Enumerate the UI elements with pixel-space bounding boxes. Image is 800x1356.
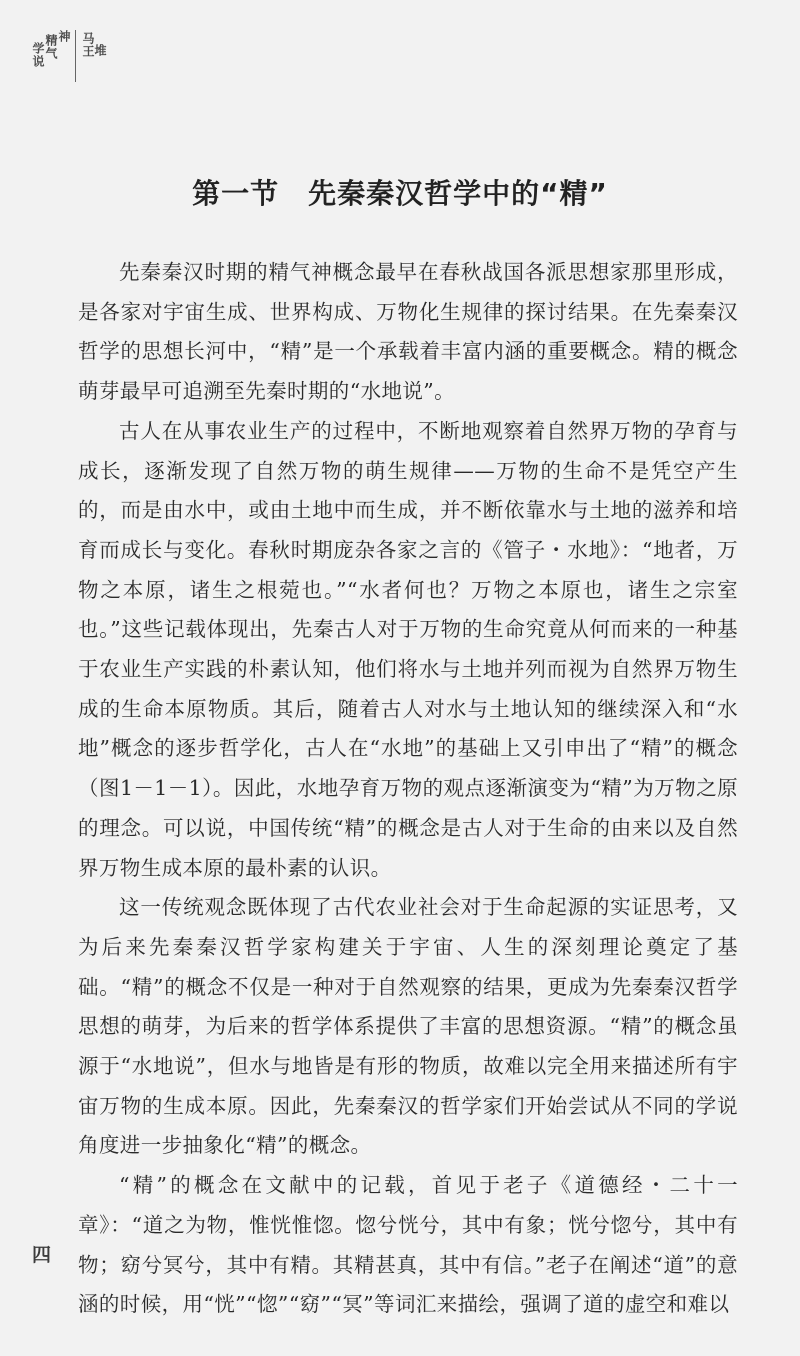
paragraph: 先秦秦汉时期的精气神概念最早在春秋战国各派思想家那里形成，是各家对宇宙生成、世界构成、万物化生规律的探讨结果。在先秦秦汉哲学的思想长河中，“精”是一个承载着丰富内涵的重要概念。精的概念萌芽最早可追溯至先秦时期的“水地说”。 bbox=[78, 260, 738, 404]
header-text-col: 堆 bbox=[93, 44, 107, 57]
running-header bbox=[32, 30, 106, 82]
body-text bbox=[78, 253, 738, 1325]
paragraph: “精”的概念在文献中的记载，首见于老子《道德经・二十一章》：“道之为物，惟恍惟惚。惚兮恍兮，其中有象；恍兮惚兮，其中有物；窈兮冥兮，其中有精。其精甚真，其中有信。”老子在阐述“道”的意涵的时候，用“恍”“惚”“窈”“冥”等词汇来描绘，强调了道的虚空和难以 bbox=[78, 1173, 738, 1317]
header-divider bbox=[75, 30, 76, 82]
paragraph: 古人在从事农业生产的过程中，不断地观察着自然界万物的孕育与成长，逐渐发现了自然万物的萌生规律——万物的生命不是凭空产生的，而是由水中，或由土地中而生成，并不断依靠水与土地的滋养和培育而成长与变化。春秋时期庞杂各家之言的《管子・水地》：“地者，万物之本原，诸生之根菀也。”“水者何也？万物之本原也，诸生之宗室也。”这些记载体现出，先秦古人对于万物的生命究竟从何而来的一种基于农业生产实践的朴素认知，他们将水与土地并列而视为自然界万物生成的生命本原物质。其后，随着古人对水与土地认知的继续深入和“水地”概念的逐步哲学化，古人在“水地”的基础上又引申出了“精”的概念（图1－1－1）。因此，水地孕育万物的观点逐渐演变为“精”为万物之原的理念。可以说，中国传统“精”的概念是古人对于生命的由来以及自然界万物生成本原的最朴素的认识。 bbox=[78, 418, 738, 880]
section-title: 第一节 先秦秦汉哲学中的“精” bbox=[192, 177, 608, 210]
page-number: 四 bbox=[32, 1244, 52, 1266]
header-text-col: 马王 bbox=[81, 32, 95, 58]
header-text-col: 精气 bbox=[44, 34, 58, 60]
header-text-col: 学说 bbox=[31, 42, 45, 68]
header-text-col: 神 bbox=[57, 30, 71, 43]
paragraph: 这一传统观念既体现了古代农业社会对于生命起源的实证思考，又为后来先秦秦汉哲学家构建关于宇宙、人生的深刻理论奠定了基础。“精”的概念不仅是一种对于自然观察的结果，更成为先秦秦汉哲学思想的萌芽，为后来的哲学体系提供了丰富的思想资源。“精”的概念虽源于“水地说”，但水与地皆是有形的物质，故难以完全用来描述所有宇宙万物的生成本原。因此，先秦秦汉的哲学家们开始尝试从不同的学说角度进一步抽象化“精”的概念。 bbox=[78, 895, 738, 1158]
